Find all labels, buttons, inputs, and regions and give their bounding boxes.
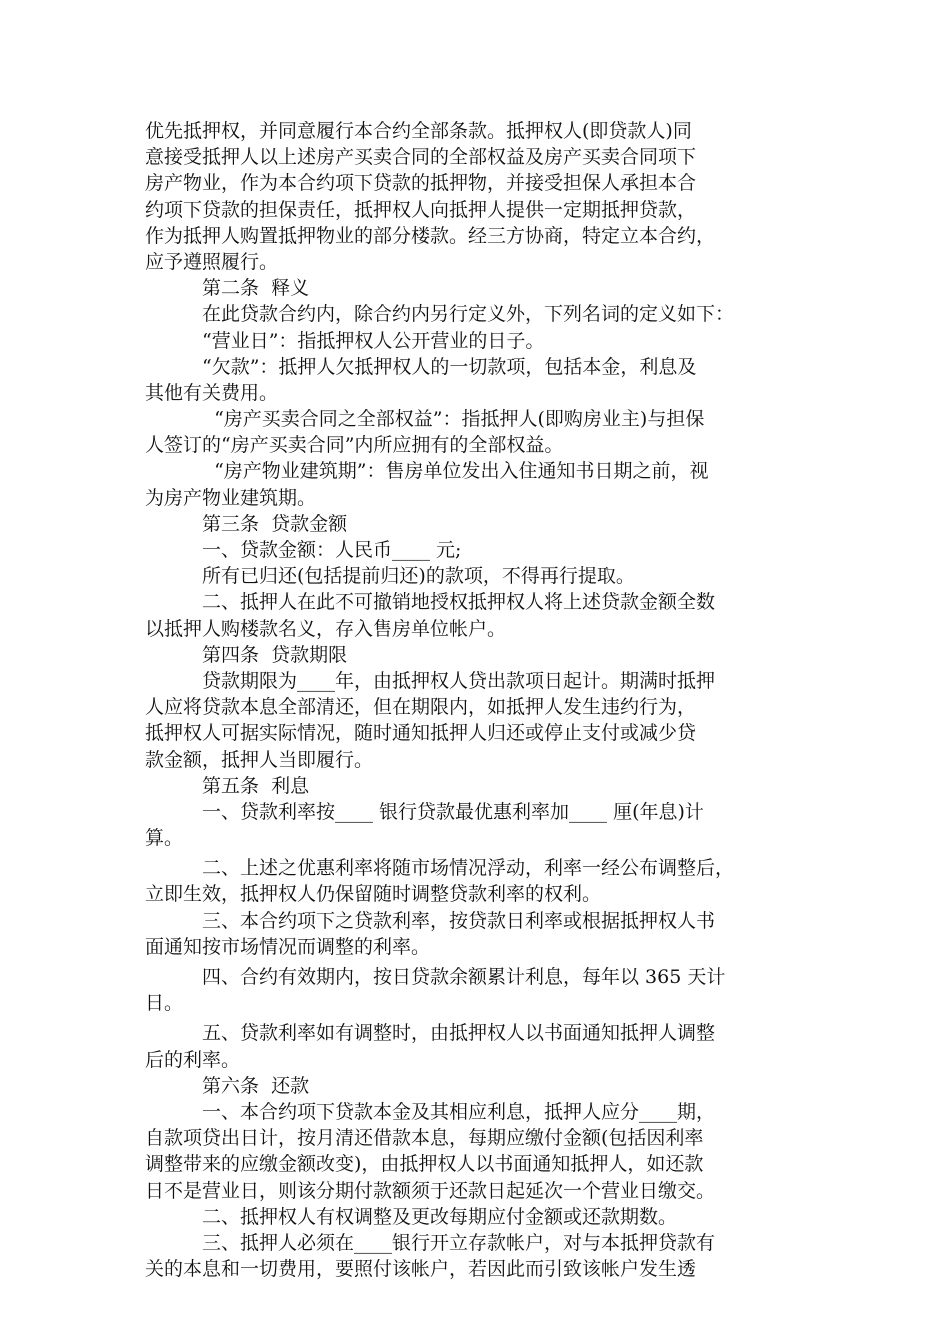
- text-line: 应予遵照履行。: [145, 250, 279, 273]
- text-line: 第二条 释义: [202, 277, 310, 300]
- text-line: 日不是营业日，则该分期付款额须于还款日起延次一个营业日缴交。: [145, 1179, 716, 1202]
- text-line: 第五条 利息: [202, 774, 310, 797]
- text-line: 一、贷款金额：人民币____ 元;: [202, 539, 462, 561]
- text-line: 人签订的“房产买卖合同”内所应拥有的全部权益。: [145, 434, 564, 457]
- text-line: 第四条 贷款期限: [202, 643, 348, 666]
- text-line: 第六条 还款: [202, 1074, 310, 1097]
- document-body: [145, 118, 817, 1282]
- text-line: 算。: [145, 827, 184, 850]
- text-line: 其他有关费用。: [145, 381, 279, 404]
- text-line: 二、上述之优惠利率将随市场情况浮动，利率一经公布调整后，: [202, 857, 735, 880]
- text-line: 二、抵押人在此不可撤销地授权抵押权人将上述贷款金额全数: [202, 591, 716, 614]
- text-line: 面通知按市场情况而调整的利率。: [145, 935, 431, 958]
- text-line: 四、合约有效期内，按日贷款余额累计利息，每年以 365 天计: [202, 966, 726, 988]
- text-line: 日。: [145, 992, 184, 1015]
- text-line: 以抵押人购楼款名义，存入售房单位帐户。: [145, 617, 507, 640]
- text-line: 人应将贷款本息全部清还，但在期限内，如抵押人发生违约行为，: [145, 696, 697, 719]
- text-line: 意接受抵押人以上述房产买卖合同的全部权益及房产买卖合同项下: [145, 146, 697, 169]
- text-line: 调整带来的应缴金额改变)，由抵押权人以书面通知抵押人，如还款: [145, 1153, 704, 1176]
- text-line: 贷款期限为____年，由抵押权人贷出款项日起计。期满时抵押: [202, 669, 716, 692]
- text-line: “房产买卖合同之全部权益”：指抵押人(即购房业主)与担保: [202, 408, 705, 431]
- text-line: 房产物业，作为本合约项下贷款的抵押物，并接受担保人承担本合: [145, 172, 697, 195]
- text-line: 所有已归还(包括提前归还)的款项，不得再行提取。: [202, 565, 635, 588]
- text-line: 作为抵押人购置抵押物业的部分楼款。经三方协商，特定立本合约，: [145, 224, 716, 247]
- text-line: “营业日”：指抵押权人公开营业的日子。: [202, 329, 545, 352]
- text-line: 后的利率。: [145, 1048, 241, 1071]
- text-line: 款金额，抵押人当即履行。: [145, 748, 374, 771]
- text-line: 二、抵押权人有权调整及更改每期应付金额或还款期数。: [202, 1205, 678, 1228]
- text-line: 一、本合约项下贷款本金及其相应利息，抵押人应分____期，: [202, 1100, 716, 1123]
- text-line: 抵押权人可据实际情况，随时通知抵押人归还或停止支付或减少贷: [145, 722, 697, 745]
- text-line: 第三条 贷款金额: [202, 512, 348, 535]
- text-line: 三、本合约项下之贷款利率，按贷款日利率或根据抵押权人书: [202, 909, 716, 932]
- text-line: 在此贷款合约内，除合约内另行定义外，下列名词的定义如下：: [202, 303, 735, 326]
- text-line: 五、贷款利率如有调整时，由抵押权人以书面通知抵押人调整: [202, 1022, 716, 1045]
- text-line: “房产物业建筑期”：售房单位发出入住通知书日期之前，视: [202, 460, 709, 483]
- text-line: 一、贷款利率按____ 银行贷款最优惠利率加____ 厘(年息)计: [202, 800, 704, 823]
- text-line: 关的本息和一切费用，要照付该帐户，若因此而引致该帐户发生透: [145, 1258, 697, 1281]
- text-line: 优先抵押权，并同意履行本合约全部条款。抵押权人(即贷款人)同: [145, 120, 692, 142]
- text-line: 自款项贷出日计，按月清还借款本息，每期应缴付金额(包括因利率: [145, 1127, 704, 1150]
- text-line: 立即生效，抵押权人仍保留随时调整贷款利率的权利。: [145, 883, 602, 906]
- text-line: 为房产物业建筑期。: [145, 486, 317, 509]
- text-line: “欠款”：抵押人欠抵押权人的一切款项，包括本金，利息及: [202, 355, 697, 378]
- text-line: 约项下贷款的担保责任，抵押权人向抵押人提供一定期抵押贷款，: [145, 198, 697, 221]
- text-line: 三、抵押人必须在____银行开立存款帐户，对与本抵押贷款有: [202, 1231, 716, 1254]
